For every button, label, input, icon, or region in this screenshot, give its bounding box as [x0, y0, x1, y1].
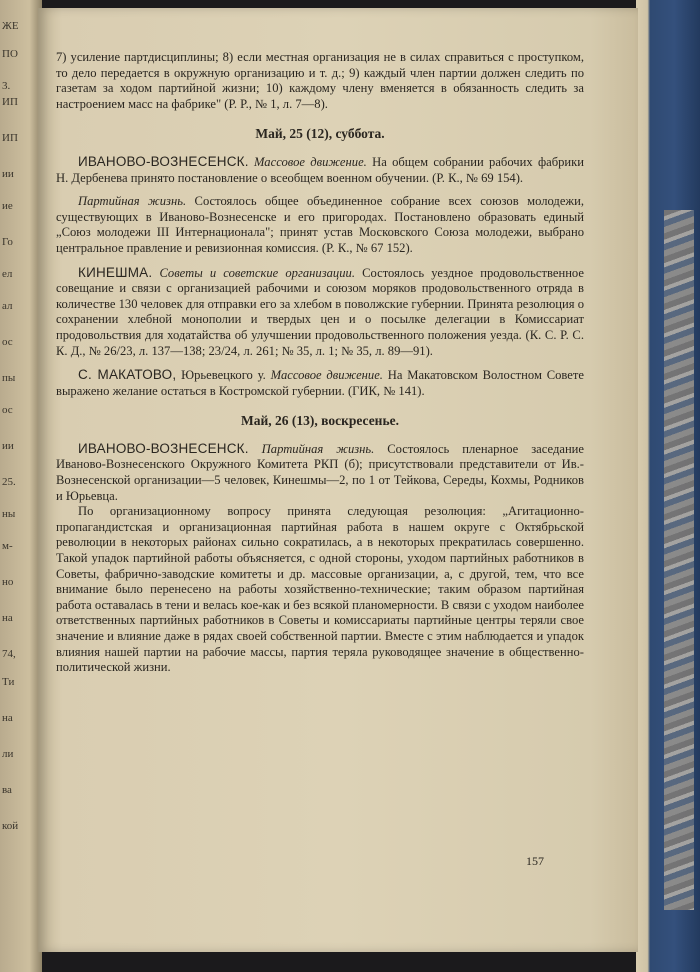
- book-page: [38, 8, 638, 952]
- left-page-fragment: ии: [2, 168, 14, 180]
- entry: [56, 154, 584, 186]
- paragraph: 7) усиление партдисциплины; 8) если местная организация не в силах справиться с проступком, то дело передается в окружную организацию и т. д.; 9) каждый член партии должен следить по газетам за ходом партийной жизни; 10) каждому члену вменяется в обязанность следить за настроением масс на фабрике" (Р. Р., № 1, л. 7—8).: [56, 50, 584, 111]
- entry: [56, 441, 584, 504]
- entry-text: Состоялось общее объединенное собрание всех союзов молодежи, существующих в Иваново-Вознесенске и его пригородах. Постановлено образовать единый „Союз молодежи III Интернационала"; принят устав Московского Союза молодежи, выбрано центральное правление и ревизионная комиссия. (Р. К., № 67 152).: [56, 194, 584, 255]
- entry-text: На Макатовском Волостном Совете выражено желание остаться в Костромской губернии. (ГИК, № 141).: [56, 368, 584, 398]
- entry: [56, 265, 584, 360]
- left-page-fragment: ос: [2, 404, 13, 416]
- entry-category: Массовое движение.: [270, 368, 383, 383]
- entry-category: Партийная жизнь.: [78, 194, 187, 209]
- date-heading: Май, 25 (12), суббота.: [255, 126, 385, 142]
- page-content: [56, 50, 584, 676]
- left-page-fragment: 25.: [2, 476, 16, 488]
- entry: [56, 194, 584, 256]
- paragraph: По организационному вопросу принята следующая резолюция: „Агитационно-пропагандистская и организационная партийная работа в нашем округе с Октябрьской революции в некоторых районах сильно сократилась, а в некоторых прекратилась совершенно. Такой упадок партийной работы объясняется, с одной стороны, уходом партийных работников в Советы, фабрично-заводские комитеты и др. массовые организации, а, с другой, тем, что все внимание было перенесено на работы хозяйственно-технические; таким образом партийная работа оставалась в тени и велась кое-как и без всякой планомерности. В связи с уходом наиболее ответственных партийных работников в Советы и комиссариаты партийные центры теряли свое значение и влияние даже в рядах своей собственной партии. Вместе с этим наблюдается и упадок влияния нашей партии на рабочие массы, партия теряла руководящее значение в общественно-политической жизни.: [56, 504, 584, 675]
- left-page-fragment: ПО: [2, 48, 18, 60]
- left-page-fragment: ны: [2, 508, 16, 520]
- page-number: 157: [526, 854, 544, 868]
- left-page-fragment: на: [2, 612, 13, 624]
- date-heading: Май, 26 (13), воскресенье.: [241, 413, 399, 429]
- left-page-edge: [0, 0, 42, 972]
- left-page-fragment: ал: [2, 300, 13, 312]
- entry-text: На общем собрании рабочих фабрики Н. Дербенева принято постановление о всеобщем военном обучении. (Р. К., № 69 154).: [56, 154, 584, 185]
- left-page-fragment: ва: [2, 784, 12, 796]
- left-page-fragment: пы: [2, 372, 16, 384]
- left-page-fragment: ИП: [2, 96, 18, 108]
- entry-text: Юрьевецкого у.: [181, 368, 266, 383]
- left-page-fragment: на: [2, 712, 13, 724]
- left-page-fragment: но: [2, 576, 14, 588]
- left-page-fragment: ли: [2, 748, 14, 760]
- entry-text: Состоялось уездное продовольственное совещание и связи с организацией рабочими и союзом моряков продовольственного отряда в количестве 130 человек для отправки его за хлебом в поволжские губернии. Принята резолюция о сохранении хлебной монополии и твердых цен и о посылке делегации в Комиссариат продовольствия для ходатайства об улучшении продовольственного положения уезда. (К. С. Р. С. К. Д., № 26/23, л. 137—138; 23/24, л. 261; № 35, л. 1; № 35, л. 89—91).: [56, 265, 584, 358]
- marbled-endpaper: [664, 210, 694, 910]
- place-name: КИНЕШМА.: [78, 264, 153, 280]
- entry-category: Партийная жизнь.: [261, 441, 375, 456]
- left-page-fragment: кой: [2, 820, 19, 832]
- left-page-fragment: Ти: [2, 676, 15, 688]
- left-page-fragment: ие: [2, 200, 13, 212]
- left-page-fragment: Го: [2, 236, 13, 248]
- entry-category: Советы и советские организации.: [159, 265, 355, 280]
- left-page-fragment: 74,: [2, 648, 16, 660]
- left-page-fragment: 3.: [2, 80, 11, 92]
- left-page-fragment: м-: [2, 540, 13, 552]
- left-page-fragment: ос: [2, 336, 13, 348]
- entry-category: Массовое движение.: [254, 154, 367, 169]
- entry-text: Состоялось пленарное заседание Иваново-Вознесенского Окружного Комитета РКП (б); присутствовали представители от Ив.-Вознесенской организации—5 человек, Кинешмы—2, по 1 от Тейкова, Середы, Кохмы, Родников и Юрьевца.: [56, 441, 585, 503]
- left-page-fragment: ИП: [2, 132, 18, 144]
- place-name: ИВАНОВО-ВОЗНЕСЕНСК.: [78, 153, 249, 169]
- left-page-fragment: ел: [2, 268, 13, 280]
- left-page-fragment: ЖЕ: [2, 20, 19, 32]
- left-page-fragment: ии: [2, 440, 14, 452]
- place-name: С. МАКАТОВО,: [78, 367, 177, 383]
- place-name: ИВАНОВО-ВОЗНЕСЕНСК.: [78, 440, 249, 456]
- entry: [56, 367, 584, 399]
